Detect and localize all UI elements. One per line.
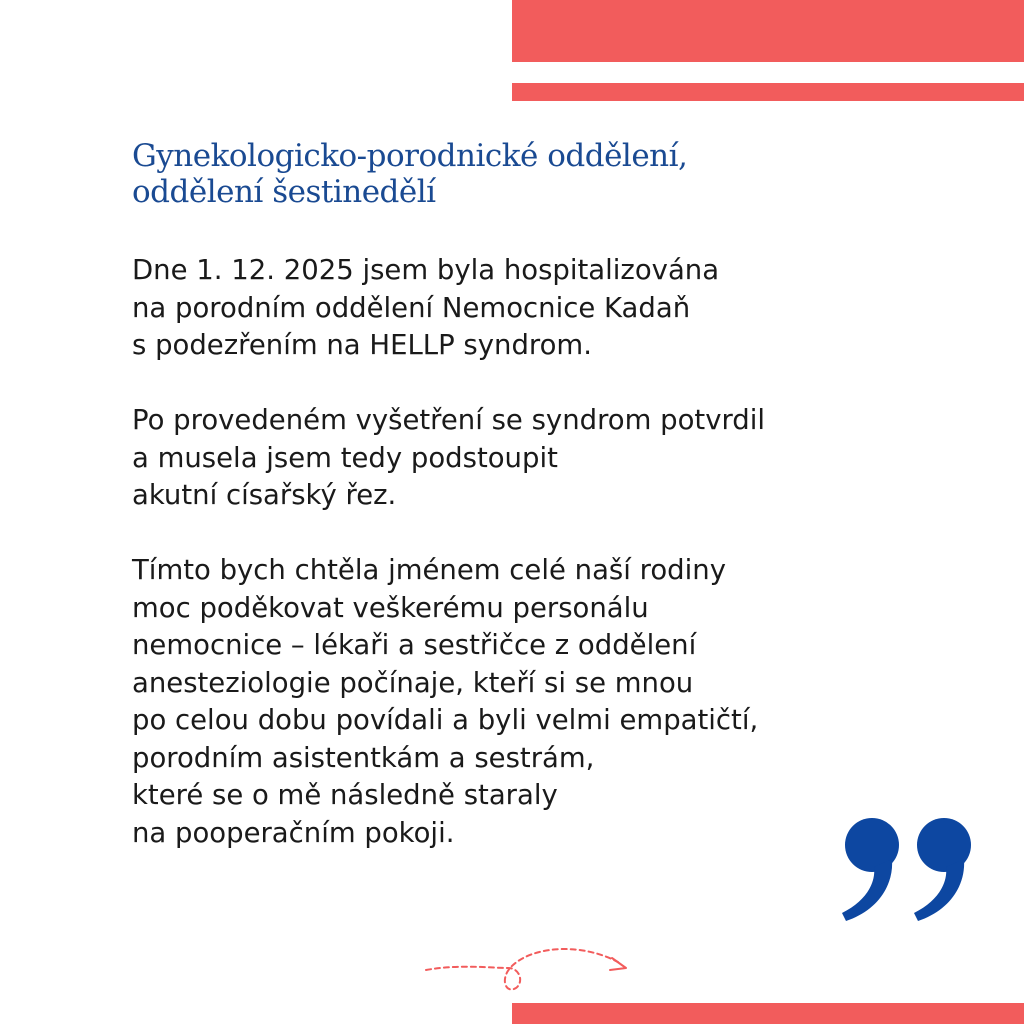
text-line: Dne 1. 12. 2025 jsem byla hospitalizována	[132, 254, 720, 286]
closing-quote-icon	[840, 815, 980, 925]
page-title	[132, 138, 932, 210]
paragraph-3	[132, 552, 982, 852]
title-line-2: oddělení šestinedělí	[132, 174, 436, 210]
bottom-decor-bar	[512, 1003, 1024, 1024]
paragraph-1	[132, 252, 982, 365]
text-line: na porodním oddělení Nemocnice Kadaň	[132, 291, 691, 324]
text-line: porodním asistentkám a sestrám,	[132, 741, 595, 774]
text-line: nemocnice – lékaři a sestřičce z oddělení	[132, 629, 697, 661]
text-line: po celou dobu povídali a byli velmi empatičtí,	[132, 704, 759, 736]
testimonial-text	[132, 252, 982, 890]
paragraph-2	[132, 402, 982, 515]
text-line: Tímto bych chtěla jménem celé naší rodiny	[132, 554, 726, 586]
text-line: které se o mě následně staraly	[132, 779, 558, 811]
dashed-arrow-icon	[420, 938, 640, 998]
text-line: akutní císařský řez.	[132, 479, 397, 511]
title-line-1: Gynekologicko-porodnické oddělení,	[132, 138, 688, 174]
top-decor-bar	[512, 0, 1024, 62]
text-line: a musela jsem tedy podstoupit	[132, 441, 558, 474]
text-line: na pooperačním pokoji.	[132, 816, 455, 849]
text-line: moc poděkovat veškerému personálu	[132, 591, 649, 624]
text-line: Po provedeném vyšetření se syndrom potvrdil	[132, 404, 766, 436]
text-line: anesteziologie počínaje, kteří si se mnou	[132, 666, 694, 699]
top-decor-stripe	[512, 83, 1024, 101]
text-line: s podezřením na HELLP syndrom.	[132, 329, 592, 361]
